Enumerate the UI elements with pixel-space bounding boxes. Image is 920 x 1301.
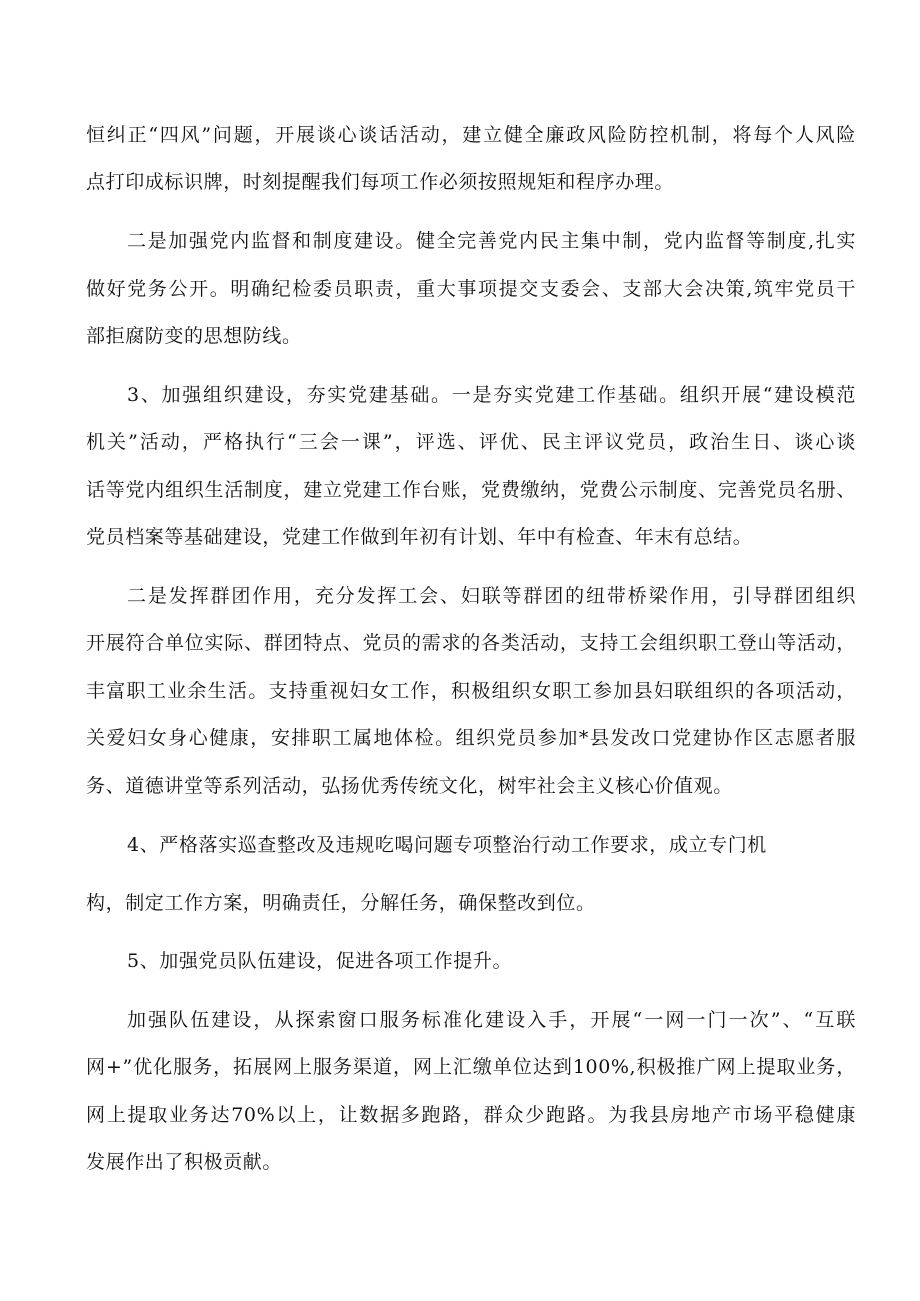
text-line: 点打印成标识牌，时刻提醒我们每项工作必须按照规矩和程序办理。	[86, 171, 675, 193]
text-line: 做好党务公开。明确纪检委员职责，重大事项提交支委会、支部大会决策,筑牢党员干	[86, 278, 856, 300]
text-line: 开展符合单位实际、群团特点、党员的需求的各类活动，支持工会组织职工登山等活动，	[86, 632, 856, 654]
text-line: 加强队伍建设，从探索窗口服务标准化建设入手，开展“一网一门一次”、“互联	[127, 1009, 856, 1031]
text-line: 丰富职工业余生活。支持重视妇女工作，积极组织女职工参加县妇联组织的各项活动，	[86, 680, 856, 702]
text-line: 党员档案等基础建设，党建工作做到年初有计划、年中有检查、年末有总结。	[86, 526, 753, 548]
text-line: 部拒腐防变的思想防线。	[86, 325, 302, 347]
text-line: 二是加强党内监督和制度建设。健全完善党内民主集中制，党内监督等制度,扎实	[127, 230, 856, 252]
text-line: 网+”优化服务，拓展网上服务渠道，网上汇缴单位达到100%,积极推广网上提取业务，	[86, 1056, 856, 1078]
text-line: 二是发挥群团作用，充分发挥工会、妇联等群团的纽带桥梁作用，引导群团组织	[127, 585, 856, 607]
text-line: 3、加强组织建设，夯实党建基础。一是夯实党建工作基础。组织开展“建设模范	[127, 384, 856, 406]
text-line: 恒纠正“四风”问题，开展谈心谈话活动，建立健全廉政风险防控机制，将每个人风险	[86, 124, 856, 146]
text-line: 关爱妇女身心健康，安排职工属地体检。组织党员参加*县发改口党建协作区志愿者服	[86, 727, 856, 749]
text-line: 构，制定工作方案，明确责任，分解任务，确保整改到位。	[86, 892, 596, 914]
text-line: 话等党内组织生活制度，建立党建工作台账，党费缴纳，党费公示制度、完善党员名册、	[86, 479, 856, 501]
text-line: 网上提取业务达70%以上，让数据多跑路，群众少跑路。为我县房地产市场平稳健康	[86, 1104, 856, 1126]
text-line: 发展作出了积极贡献。	[86, 1151, 283, 1173]
text-line: 务、道德讲堂等系列活动，弘扬优秀传统文化，树牢社会主义核心价值观。	[86, 775, 733, 797]
text-line: 4、严格落实巡查整改及违规吃喝问题专项整治行动工作要求，成立专门机	[127, 834, 767, 856]
text-line: 5、加强党员队伍建设，促进各项工作提升。	[127, 950, 513, 972]
text-line: 机关”活动，严格执行“三会一课”，评选、评优、民主评议党员，政治生日、谈心谈	[86, 431, 856, 453]
